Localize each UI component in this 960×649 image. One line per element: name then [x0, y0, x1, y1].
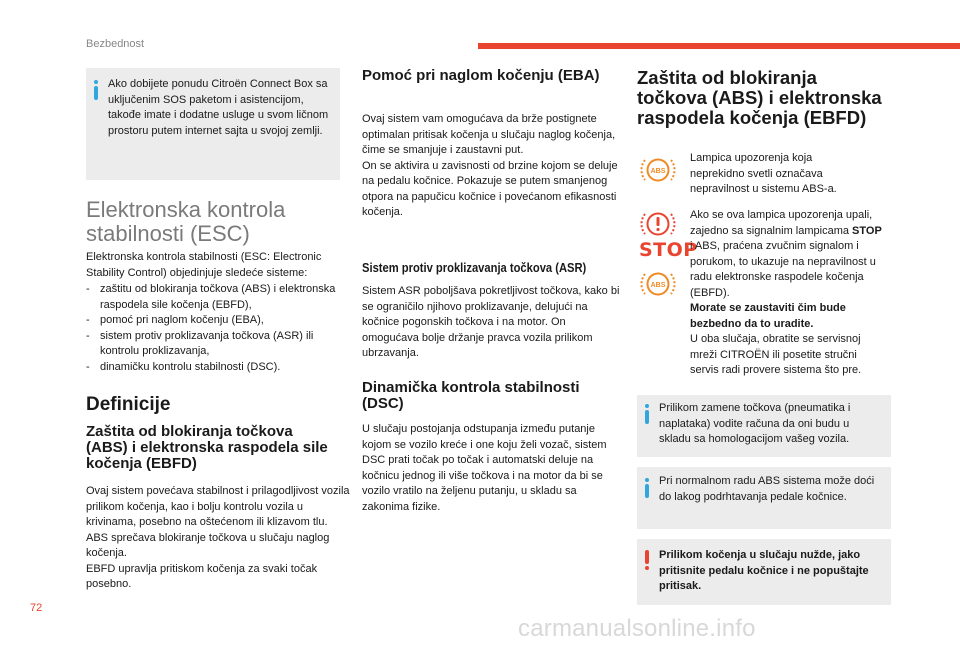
eba-text: Ovaj sistem vam omogućava da brže postignete optimalan pritisak kočenja u slučaju naglog kočenja, čime se smanjuje i zaustavni put. On se aktivira u zavisnosti od brzine kojom se deluje na pedalu kočnice. Pokazuje se putem smanjenog otpora na papučicu kočnice i povećanom efikasnosti kočenja.	[362, 113, 618, 218]
info-note-tyres	[637, 395, 891, 457]
abs-title-line2: točkova (ABS) i elektronska	[637, 87, 882, 108]
section-label: Bezbednost	[86, 38, 145, 50]
brake-warning-lamp-icon	[640, 208, 676, 240]
esc-intro: Elektronska kontrola stabilnosti (ESC: Electronic Stability Control) objedinjuje sledeće sisteme:	[86, 251, 322, 279]
dsc-text: U slučaju postojanja odstupanja između putanje kojom se vozilo kreće i one koju želi vozač, sistem DSC prati točak po točak i automatski deluje na kočnicu jednog ili više točkova i na motor da bi se vozilo vratilo na željenu putanju, u skladu sa zakonima fizike.	[362, 423, 607, 513]
asr-title: Sistem protiv proklizavanja točkova (ASR)	[362, 260, 587, 275]
warning-icon	[643, 550, 651, 570]
warning-note-emergency-braking	[637, 539, 891, 605]
info-note-connect-box	[86, 68, 340, 180]
dsc-title: Dinamička kontrola stabilnosti (DSC)	[362, 379, 580, 412]
page-number: 72	[30, 602, 43, 614]
abs-warning-lamp-icon	[640, 268, 676, 300]
ebfd-text-part1: Ako se ova lampica upozorenja upali, zajedno sa signalnim lampicama	[690, 209, 873, 237]
note-text: Pri normalnom radu ABS sistema može doći do lakog podrhtavanja pedale kočnice.	[659, 475, 875, 503]
ebfd-stop-instruction: Morate se zaustaviti čim bude bezbedno da to uradite.	[690, 302, 846, 330]
stop-lamp-icon: STOP	[639, 239, 698, 261]
esc-system-list	[86, 282, 346, 375]
abs-warning-lamp-icon	[640, 154, 676, 186]
info-icon	[643, 478, 651, 498]
watermark: carmanualsonline.info	[518, 615, 756, 642]
ebfd-fault-text	[690, 208, 886, 379]
ebfd-service-text: U oba slučaja, obratite se servisnoj mreži CITROËN ili posetite stručni servis radi provere sistema što pre.	[690, 333, 862, 376]
ebfd-text-part2: i ABS, praćena zvučnim signalom i porukom, to ukazuje na nepravilnost u radu elektronske raspodele kočenja (EBFD).	[690, 240, 876, 299]
esc-title	[86, 198, 346, 246]
definitions-title: Definicije	[86, 394, 171, 415]
abs-lamp-label: ABS	[650, 282, 666, 289]
abs-lamp-label: ABS	[650, 168, 666, 175]
list-item: - zaštitu od blokiranja točkova (ABS) i elektronska raspodela sile kočenja (EBFD),	[86, 282, 346, 313]
header-accent-bar	[478, 43, 960, 49]
esc-title-line2: stabilnosti (ESC)	[86, 221, 250, 246]
abs-title-line3: raspodela kočenja (EBFD)	[637, 107, 867, 128]
abs-ebfd-subtitle: Zaštita od blokiranja točkova (ABS) i elektronska raspodela sile kočenja (EBFD)	[86, 423, 328, 472]
info-note-pedal	[637, 467, 891, 529]
info-icon	[92, 80, 100, 100]
esc-title-line1: Elektronska kontrola	[86, 197, 286, 222]
warning-text: Prilikom kočenja u slučaju nužde, jako pritisnite pedalu kočnice i ne popuštajte pritisak.	[659, 549, 869, 592]
abs-ebfd-text: Ovaj sistem povećava stabilnost i prilagodljivost vozila prilikom kočenja, kao i bolju kontrolu vozila u krivinama, posebno na oštećenom ili klizavom tlu. ABS sprečava blokiranje točkova u slučaju naglog kočenja. EBFD upravlja pritiskom kočenja za svaki točak posebno.	[86, 485, 350, 590]
note-text: Prilikom zamene točkova (pneumatika i naplataka) vodite računa da oni budu u skladu sa homologacijom vašeg vozila.	[659, 402, 851, 445]
ebfd-text-stop: STOP	[852, 224, 882, 237]
list-item: - pomoć pri naglom kočenju (EBA),	[86, 313, 346, 329]
abs-lamp-text: Lampica upozorenja koja neprekidno svetli označava nepravilnost u sistemu ABS-a.	[690, 152, 837, 195]
info-icon	[643, 404, 651, 424]
abs-title-line1: Zaštita od blokiranja	[637, 67, 817, 88]
abs-section-title	[637, 68, 927, 128]
asr-text: Sistem ASR poboljšava pokretljivost točkova, kako bi se ograničilo njihovo proklizavanje, delujući na kočnice pogonskih točkova i na motor. On omogućava bolje držanje pravca vozila prilikom ubrzavanja.	[362, 285, 620, 359]
note-text: Ako dobijete ponudu Citroën Connect Box sa uključenim SOS paketom i asistencijom, takođe imate i dodatne usluge u svom ličnom prostoru putem internet sajta u svojoj zemlji.	[108, 78, 329, 137]
list-item: - sistem protiv proklizavanja točkova (ASR) ili kontrolu proklizavanja,	[86, 329, 346, 360]
list-item: - dinamičku kontrolu stabilnosti (DSC).	[86, 360, 346, 376]
eba-title: Pomoć pri naglom kočenju (EBA)	[362, 67, 600, 84]
